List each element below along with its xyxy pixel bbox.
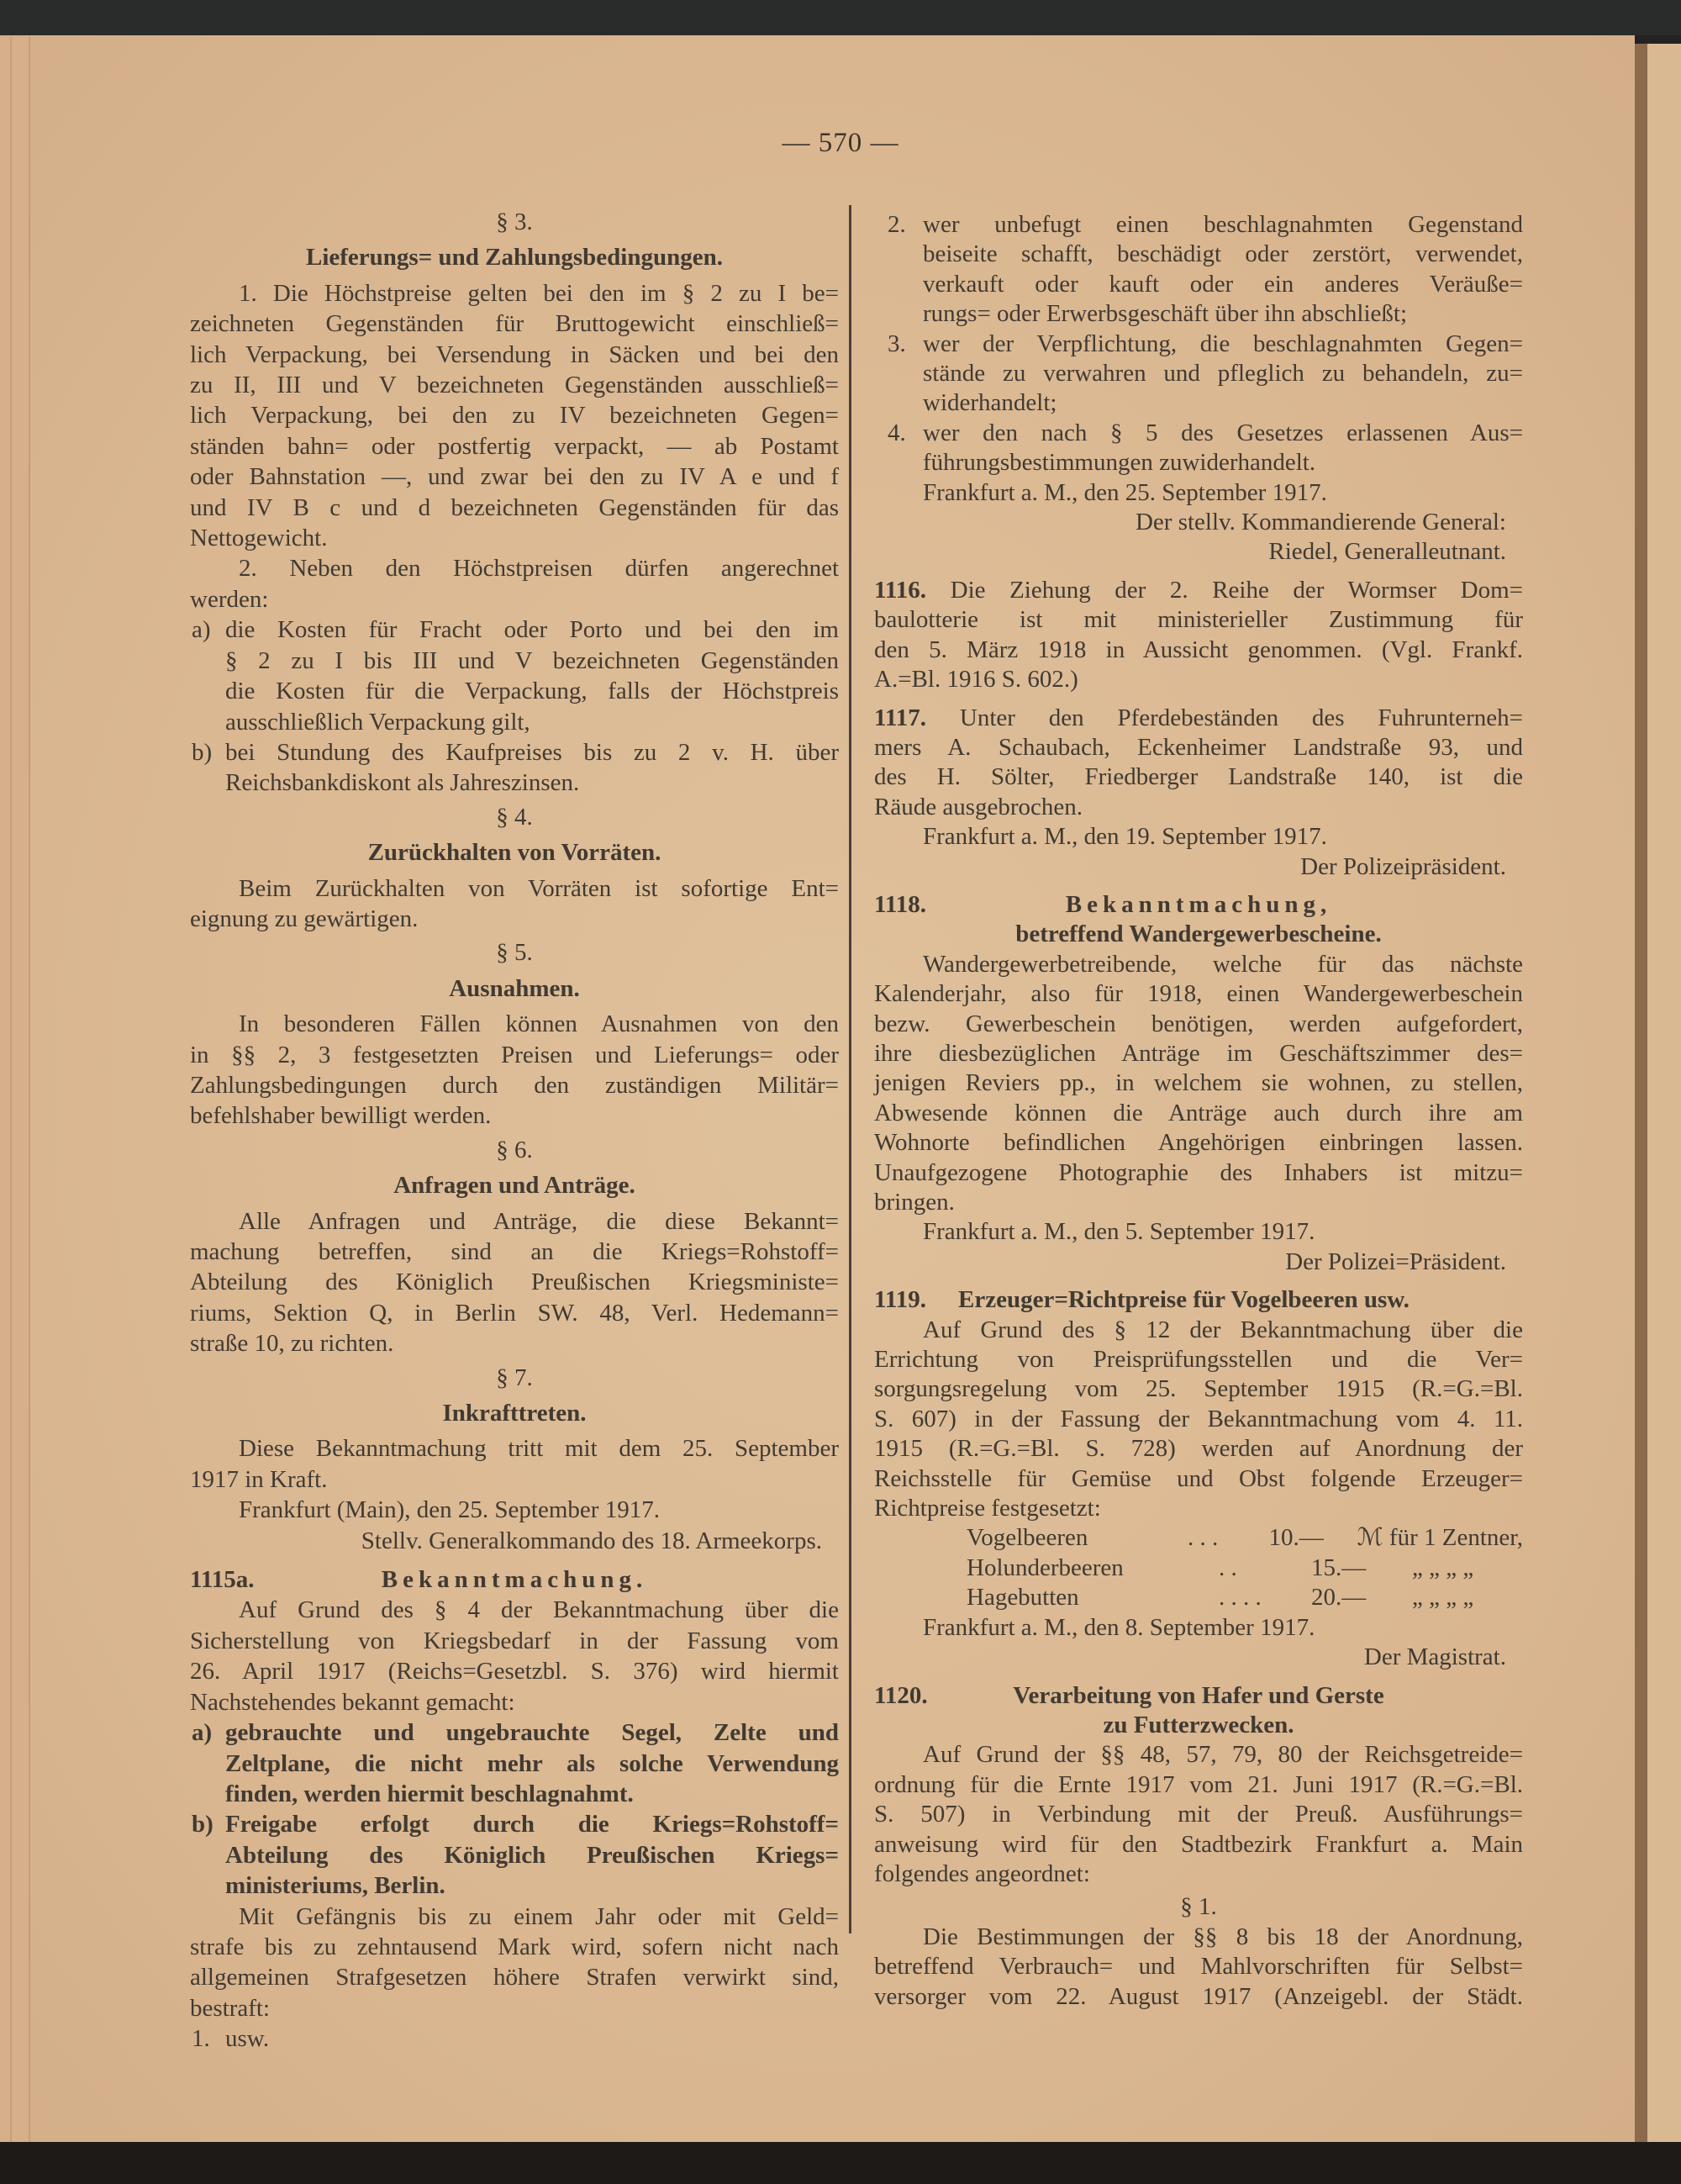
next-page-edge bbox=[1647, 44, 1681, 2142]
entry-title-text: betreffend Wandergewerbescheine. bbox=[1015, 921, 1382, 948]
list-item bbox=[874, 419, 1523, 478]
price-row bbox=[874, 1523, 1523, 1553]
list-item bbox=[190, 737, 839, 799]
entry-number: 1119. bbox=[874, 1286, 927, 1314]
list-item bbox=[190, 1717, 839, 1809]
text-line: eignung zu gewärtigen. bbox=[190, 905, 419, 932]
entry-title-text: Bekanntmachung, bbox=[1065, 890, 1332, 918]
text-line: ausschließlich Verpackung gilt, bbox=[225, 708, 530, 736]
list-item bbox=[190, 2023, 839, 2054]
section-number: § 5. bbox=[496, 939, 533, 967]
section-heading: Lieferungs= und Zahlungsbedingungen. bbox=[305, 244, 724, 272]
entry-number: 1115a. bbox=[190, 1566, 255, 1594]
paragraph bbox=[874, 576, 1523, 695]
text-line: allgemeinen Strafgesetzen höhere Strafen verwirkt sind, bbox=[190, 1964, 839, 1991]
text-line: 26. April 1917 (Reichs=Gesetzbl. S. 376) wird hiermit bbox=[190, 1658, 839, 1685]
text-line: Errichtung von Preisprüfungsstellen und die Ver= bbox=[874, 1346, 1523, 1374]
text-line: Nettogewicht. bbox=[190, 525, 328, 552]
text-line: Auf Grund des § 12 der Bekanntmachung über die bbox=[923, 1316, 1523, 1343]
text-line: die Kosten für die Verpackung, falls der Höchstpreis bbox=[225, 678, 839, 705]
entry-number: 1120. bbox=[874, 1681, 928, 1709]
paragraph bbox=[874, 1923, 1523, 2012]
list-label: 3. bbox=[888, 330, 906, 357]
price-row bbox=[874, 1554, 1523, 1583]
text-line: den 5. März 1918 in Aussicht genommen. (Vgl. Frankf. bbox=[874, 636, 1523, 663]
text-line: 1. Die Höchstpreise gelten bei den im § 2 zu I be= bbox=[239, 279, 839, 307]
text-line: sorgungsregelung vom 25. September 1915 (R.=G.=Bl. bbox=[874, 1375, 1523, 1403]
text-line: strafe bis zu zehntausend Mark wird, sofern nicht nach bbox=[190, 1933, 839, 1960]
text-line: Abteilung des Königlich Preußischen Kriegsministe= bbox=[190, 1269, 839, 1296]
paragraph bbox=[190, 553, 839, 615]
text-line: 1915 (R.=G.=Bl. S. 728) werden auf Anordnung der bbox=[874, 1435, 1523, 1463]
text-line: Räude ausgebrochen. bbox=[874, 793, 1083, 820]
entry-title bbox=[874, 1285, 1523, 1315]
text-line: oder Bahnstation —, und zwar bei den zu IV A e und f bbox=[190, 463, 839, 491]
price-row bbox=[874, 1583, 1523, 1612]
text-line: Beim Zurückhalten von Vorräten ist sofortige Ent= bbox=[239, 874, 839, 902]
text-line: Richtpreise festgesetzt: bbox=[874, 1495, 1101, 1522]
paragraph bbox=[190, 1595, 839, 1717]
text-line: lich Verpackung, bei den zu IV bezeichneten Gegen= bbox=[190, 402, 839, 430]
text-line: In besonderen Fällen können Ausnahmen von den bbox=[239, 1010, 839, 1038]
signature: Der stellv. Kommandierende General: bbox=[1135, 509, 1506, 536]
text-line: Alle Anfragen und Anträge, die diese Bekannt= bbox=[239, 1207, 839, 1235]
price-table bbox=[874, 1523, 1523, 1612]
paragraph bbox=[190, 1009, 839, 1132]
entry-number: 1116. bbox=[874, 576, 927, 604]
text-line bbox=[874, 704, 1523, 733]
text-line: anweisung wird für den Stadtbezirk Frankfurt a. Main bbox=[874, 1830, 1523, 1858]
signature: Der Polizei=Präsident. bbox=[1285, 1248, 1506, 1275]
text-line: bringen. bbox=[874, 1189, 955, 1216]
paragraph bbox=[874, 1740, 1523, 1889]
list-label: b) bbox=[192, 738, 213, 766]
scanner-background-bottom bbox=[0, 2142, 1681, 2184]
section-number: § 4. bbox=[496, 803, 533, 831]
price-price: 15.— bbox=[1311, 1554, 1367, 1581]
list-item bbox=[874, 210, 1523, 330]
signature: Der Magistrat. bbox=[1363, 1643, 1506, 1671]
text-line: Kalenderjahr, also für 1918, einen Wandergewerbeschein bbox=[874, 980, 1523, 1008]
date-line: Frankfurt a. M., den 25. September 1917. bbox=[923, 478, 1327, 506]
text-line: in §§ 2, 3 festgesetzten Preisen und Lieferungs= oder bbox=[190, 1041, 839, 1068]
scanner-background-top bbox=[0, 0, 1681, 35]
date-line: Frankfurt a. M., den 8. September 1917. bbox=[923, 1613, 1315, 1641]
text-line: Auf Grund des § 4 der Bekanntmachung über die bbox=[239, 1596, 839, 1624]
entry-title-text: Verarbeitung von Hafer und Gerste bbox=[1013, 1681, 1384, 1709]
text-line: jenigen Reviers pp., in welchem sie wohnen, zu stellen, bbox=[874, 1069, 1523, 1097]
entry-number: 1118. bbox=[874, 890, 927, 918]
entry-title-text: Erzeuger=Richtpreise für Vogelbeeren usw. bbox=[958, 1286, 1410, 1314]
section-number: § 7. bbox=[496, 1364, 533, 1391]
page-number: — 570 — bbox=[782, 128, 899, 158]
text-line: S. 507) in Verbindung mit der Preuß. Ausführungs= bbox=[874, 1801, 1523, 1828]
text-line bbox=[874, 576, 1523, 605]
price-unit: „ „ „ „ bbox=[1412, 1584, 1474, 1612]
text-line: Zeltplane, die nicht mehr als solche Verwendung bbox=[225, 1749, 839, 1777]
text-line: zu II, III und V bezeichneten Gegenständen ausschließ= bbox=[190, 372, 839, 399]
section-number: § 3. bbox=[496, 208, 533, 235]
price-name: Hagebutten bbox=[967, 1584, 1079, 1612]
text-line: § 2 zu I bis III und V bezeichneten Gegenständen bbox=[225, 646, 839, 674]
paragraph bbox=[190, 1206, 839, 1359]
signature: Riedel, Generalleutnant. bbox=[1268, 538, 1506, 566]
text-line: finden, werden hiermit beschlagnahmt. bbox=[225, 1780, 634, 1807]
list-label: a) bbox=[192, 1719, 213, 1747]
text-line: stände zu verwahren und pfleglich zu behandeln, zu= bbox=[923, 360, 1523, 388]
text-line: des H. Sölter, Friedberger Landstraße 140, ist die bbox=[874, 763, 1523, 791]
text-segment: Unter den Pferdebeständen des Fuhrunterneh= bbox=[926, 704, 1523, 731]
price-dots: . . bbox=[1219, 1554, 1237, 1581]
list-item bbox=[190, 1809, 839, 1901]
list-label: 4. bbox=[888, 419, 906, 446]
text-line: rungs= oder Erwerbsgeschäft über ihn abschließt; bbox=[923, 300, 1408, 328]
date-line: Frankfurt a. M., den 19. September 1917. bbox=[923, 823, 1327, 851]
entry-title-text: Bekanntmachung. bbox=[381, 1566, 648, 1594]
paragraph bbox=[874, 950, 1523, 1218]
text-line: Wohnorte befindlichen Angehörigen einbringen lassen. bbox=[874, 1129, 1523, 1157]
text-line: baulotterie ist mit ministerieller Zustimmung für bbox=[874, 606, 1523, 634]
text-line: usw. bbox=[225, 2025, 270, 2053]
section-heading: Inkrafttreten. bbox=[442, 1400, 587, 1427]
column-divider bbox=[849, 205, 851, 1933]
text-line: machung betreffen, sind an die Kriegs=Rohstoff= bbox=[190, 1238, 839, 1265]
text-line: mers A. Schaubach, Eckenheimer Landstraße 93, und bbox=[874, 733, 1523, 761]
text-line: widerhandelt; bbox=[923, 389, 1057, 417]
text-line: bezw. Gewerbeschein benötigen, werden aufgefordert, bbox=[874, 1010, 1523, 1037]
date-line: Frankfurt (Main), den 25. September 1917. bbox=[239, 1496, 660, 1524]
signature: Stellv. Generalkommando des 18. Armeekorps. bbox=[361, 1527, 822, 1554]
paragraph bbox=[874, 704, 1523, 823]
text-line: befehlshaber bewilligt werden. bbox=[190, 1102, 492, 1130]
text-line: Reichsbankdiskont als Jahreszinsen. bbox=[225, 769, 580, 797]
entry-number: 1117. bbox=[874, 704, 927, 731]
text-line: zeichneten Gegenständen für Bruttogewicht einschließ= bbox=[190, 310, 839, 338]
text-line: Reichsstelle für Gemüse und Obst folgende Erzeuger= bbox=[874, 1464, 1523, 1492]
text-line: ihre diesbezüglichen Anträge im Geschäftszimmer des= bbox=[874, 1039, 1523, 1067]
text-line: Abteilung des Königlich Preußischen Kriegs= bbox=[225, 1841, 839, 1869]
price-name: Holunderbeeren bbox=[967, 1554, 1124, 1581]
text-line: gebrauchte und ungebrauchte Segel, Zelte und bbox=[225, 1719, 839, 1747]
text-line: führungsbestimmungen zuwiderhandelt. bbox=[923, 449, 1316, 477]
text-line: Mit Gefängnis bis zu einem Jahr oder mit Geld= bbox=[239, 1902, 839, 1930]
section-heading: Ausnahmen. bbox=[449, 974, 580, 1002]
list-label: 1. bbox=[192, 2025, 210, 2053]
text-line: ministeriums, Berlin. bbox=[225, 1872, 445, 1900]
text-line: Die Bestimmungen der §§ 8 bis 18 der Anordnung, bbox=[923, 1923, 1523, 1950]
paragraph bbox=[190, 1433, 839, 1495]
price-price: 20.— bbox=[1311, 1584, 1367, 1612]
text-line: folgendes angeordnet: bbox=[874, 1860, 1090, 1887]
left-column bbox=[190, 203, 839, 2055]
right-column bbox=[874, 210, 1523, 2012]
entry-title bbox=[190, 1564, 839, 1595]
text-line: A.=Bl. 1916 S. 602.) bbox=[874, 666, 1078, 694]
entry-title bbox=[874, 890, 1523, 950]
text-segment: Die Ziehung der 2. Reihe der Wormser Dom= bbox=[926, 576, 1523, 604]
book-spine-edge bbox=[0, 37, 30, 2142]
text-line: Auf Grund der §§ 48, 57, 79, 80 der Reichsgetreide= bbox=[923, 1741, 1523, 1769]
text-line: Wandergewerbetreibende, welche für das nächste bbox=[923, 950, 1523, 978]
text-line: versorger vom 22. August 1917 (Anzeigebl. der Städt. bbox=[874, 1982, 1523, 2010]
text-line: die Kosten für Fracht oder Porto und bei den im bbox=[225, 616, 839, 644]
section-number: § 1. bbox=[1180, 1893, 1217, 1921]
price-dots: . . . bbox=[1188, 1524, 1219, 1552]
paragraph bbox=[190, 873, 839, 935]
list-label: a) bbox=[192, 616, 211, 644]
section-heading: Anfragen und Anträge. bbox=[393, 1172, 635, 1200]
page-gap bbox=[1635, 44, 1647, 2142]
section-heading: Zurückhalten von Vorräten. bbox=[367, 839, 661, 867]
text-line: Freigabe erfolgt durch die Kriegs=Rohstoff= bbox=[225, 1811, 839, 1838]
text-line: S. 607) in der Fassung der Bekanntmachung vom 4. 11. bbox=[874, 1405, 1523, 1432]
paragraph bbox=[874, 1316, 1523, 1524]
signature: Der Polizeipräsident. bbox=[1300, 852, 1506, 880]
price-name: Vogelbeeren bbox=[967, 1524, 1088, 1552]
paragraph bbox=[190, 1902, 839, 2024]
date-line: Frankfurt a. M., den 5. September 1917. bbox=[923, 1218, 1315, 1246]
price-unit: „ „ „ „ bbox=[1412, 1554, 1474, 1581]
text-line: verkauft oder kauft oder ein anderes Veräuße= bbox=[923, 270, 1523, 298]
text-line: wer den nach § 5 des Gesetzes erlassenen Aus= bbox=[923, 419, 1523, 446]
text-line: riums, Sektion Q, in Berlin SW. 48, Verl. Hedemann= bbox=[190, 1299, 839, 1327]
paragraph bbox=[190, 278, 839, 554]
text-line: 2. Neben den Höchstpreisen dürfen angerechnet bbox=[239, 555, 839, 583]
text-line: bei Stundung des Kaufpreises bis zu 2 v. H. über bbox=[225, 738, 839, 766]
text-line: ständen bahn= oder postfertig verpackt, — ab Postamt bbox=[190, 432, 839, 460]
text-line: Zahlungsbedingungen durch den zuständigen Militär= bbox=[190, 1071, 839, 1099]
text-line: betreffend Verbrauch= und Mahlvorschriften für Selbst= bbox=[874, 1953, 1523, 1981]
text-line: straße 10, zu richten. bbox=[190, 1330, 394, 1358]
list-item bbox=[190, 615, 839, 737]
section-number: § 6. bbox=[496, 1136, 533, 1163]
list-label: 2. bbox=[888, 211, 906, 238]
text-line: ordnung für die Ernte 1917 vom 21. Juni 1917 (R.=G.=Bl. bbox=[874, 1770, 1523, 1798]
text-line: beiseite schafft, beschädigt oder zerstört, verwendet, bbox=[923, 240, 1523, 268]
text-line: Diese Bekanntmachung tritt mit dem 25. September bbox=[239, 1435, 839, 1463]
text-line: wer der Verpflichtung, die beschlagnahmten Gegen= bbox=[923, 330, 1523, 357]
text-line: 1917 in Kraft. bbox=[190, 1465, 328, 1493]
text-line: Nachstehendes bekannt gemacht: bbox=[190, 1688, 515, 1716]
list-label: b) bbox=[192, 1811, 213, 1838]
text-line: Sicherstellung von Kriegsbedarf in der Fassung vom bbox=[190, 1627, 839, 1654]
entry-title-text: zu Futterzwecken. bbox=[1103, 1711, 1294, 1738]
price-dots: . . . . bbox=[1219, 1584, 1262, 1612]
price-price: 10.— bbox=[1268, 1524, 1324, 1552]
text-line: wer unbefugt einen beschlagnahmten Gegenstand bbox=[923, 211, 1523, 238]
list-item bbox=[874, 330, 1523, 419]
price-unit: ℳ für 1 Zentner, bbox=[1357, 1524, 1523, 1552]
text-line: Unaufgezogene Photographie des Inhabers ist mitzu= bbox=[874, 1158, 1523, 1186]
text-line: Abwesende können die Anträge auch durch ihre am bbox=[874, 1099, 1523, 1126]
text-line: und IV B c und d bezeichneten Gegenständen für das bbox=[190, 493, 839, 521]
text-line: lich Verpackung, bei Versendung in Säcken und bei den bbox=[190, 340, 839, 368]
text-line: bestraft: bbox=[190, 1994, 271, 2022]
entry-title bbox=[874, 1681, 1523, 1741]
text-line: werden: bbox=[190, 585, 269, 613]
